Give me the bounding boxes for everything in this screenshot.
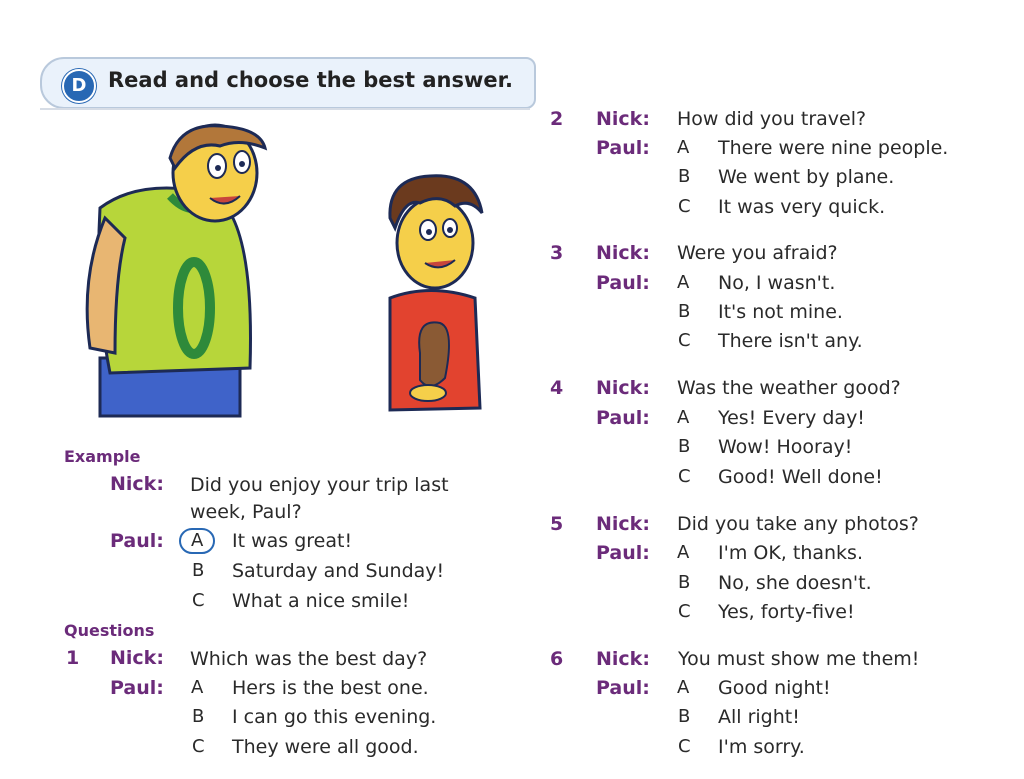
tall-boy-illustration xyxy=(87,125,265,416)
question-number: 2 xyxy=(550,108,564,130)
option-b-letter: B xyxy=(678,301,691,322)
example-option-a-letter: A xyxy=(191,530,204,551)
option-a-letter: A xyxy=(677,407,690,428)
option-c-text: I'm sorry. xyxy=(718,736,805,758)
example-option-b-text: Saturday and Sunday! xyxy=(232,560,445,582)
option-a-text: I'm OK, thanks. xyxy=(718,542,863,564)
example-option-a-text: It was great! xyxy=(232,530,353,552)
question-paul-label: Paul: xyxy=(596,407,650,429)
option-c-text: Yes, forty-five! xyxy=(718,601,855,623)
option-c-letter: C xyxy=(678,466,691,487)
option-c-letter: C xyxy=(678,601,691,622)
instruction-title: Read and choose the best answer. xyxy=(108,68,513,92)
example-option-c-text: What a nice smile! xyxy=(232,590,410,612)
question-paul-label: Paul: xyxy=(596,137,650,159)
question-number: 5 xyxy=(550,513,564,535)
option-a-text: There were nine people. xyxy=(718,137,949,159)
option-b-text: It's not mine. xyxy=(718,301,843,323)
boys-illustration xyxy=(70,118,500,418)
question-text: Were you afraid? xyxy=(677,242,838,264)
question-nick-label: Nick: xyxy=(596,648,650,670)
option-a-letter: A xyxy=(677,542,690,563)
question-nick-label: Nick: xyxy=(110,647,164,669)
question-number: 6 xyxy=(550,648,564,670)
option-c-text: There isn't any. xyxy=(718,330,863,352)
option-b-letter: B xyxy=(678,166,691,187)
option-a-text: Hers is the best one. xyxy=(232,677,429,699)
option-a-letter: A xyxy=(191,677,204,698)
option-a-text: Yes! Every day! xyxy=(718,407,865,429)
short-boy-illustration xyxy=(390,176,482,410)
question-text: Which was the best day? xyxy=(190,648,428,670)
option-c-letter: C xyxy=(678,736,691,757)
option-a-text: Good night! xyxy=(718,677,831,699)
questions-heading: Questions xyxy=(64,621,155,640)
example-option-b-letter: B xyxy=(192,560,205,581)
question-text: Did you take any photos? xyxy=(677,513,919,535)
question-nick-label: Nick: xyxy=(596,108,650,130)
option-b-text: All right! xyxy=(718,706,800,728)
option-a-letter: A xyxy=(677,677,690,698)
question-paul-label: Paul: xyxy=(596,542,650,564)
question-paul-label: Paul: xyxy=(596,677,650,699)
question-paul-label: Paul: xyxy=(596,272,650,294)
option-b-letter: B xyxy=(678,706,691,727)
question-text: Was the weather good? xyxy=(677,377,901,399)
option-c-text: They were all good. xyxy=(232,736,419,758)
question-number: 3 xyxy=(550,242,564,264)
option-c-letter: C xyxy=(678,196,691,217)
option-c-text: Good! Well done! xyxy=(718,466,883,488)
header-divider xyxy=(40,108,530,110)
option-a-letter: A xyxy=(677,137,690,158)
question-number: 4 xyxy=(550,377,564,399)
example-paul-label: Paul: xyxy=(110,530,164,552)
option-b-letter: B xyxy=(192,706,205,727)
example-heading: Example xyxy=(64,447,141,466)
section-badge: D xyxy=(62,69,96,103)
example-option-c-letter: C xyxy=(192,590,205,611)
option-c-letter: C xyxy=(192,736,205,757)
example-nick-label: Nick: xyxy=(110,473,164,495)
option-b-text: I can go this evening. xyxy=(232,706,437,728)
question-nick-label: Nick: xyxy=(596,513,650,535)
question-text: You must show me them! xyxy=(678,648,920,670)
option-b-text: We went by plane. xyxy=(718,166,895,188)
option-b-letter: B xyxy=(678,436,691,457)
option-a-text: No, I wasn't. xyxy=(718,272,836,294)
example-question-line2: week, Paul? xyxy=(190,501,302,523)
question-paul-label: Paul: xyxy=(110,677,164,699)
question-text: How did you travel? xyxy=(677,108,867,130)
question-nick-label: Nick: xyxy=(596,242,650,264)
question-nick-label: Nick: xyxy=(596,377,650,399)
option-b-letter: B xyxy=(678,572,691,593)
option-a-letter: A xyxy=(677,272,690,293)
option-b-text: Wow! Hooray! xyxy=(718,436,853,458)
option-c-letter: C xyxy=(678,330,691,351)
question-number: 1 xyxy=(66,647,80,669)
example-question-line1: Did you enjoy your trip last xyxy=(190,474,449,496)
option-b-text: No, she doesn't. xyxy=(718,572,872,594)
option-c-text: It was very quick. xyxy=(718,196,886,218)
